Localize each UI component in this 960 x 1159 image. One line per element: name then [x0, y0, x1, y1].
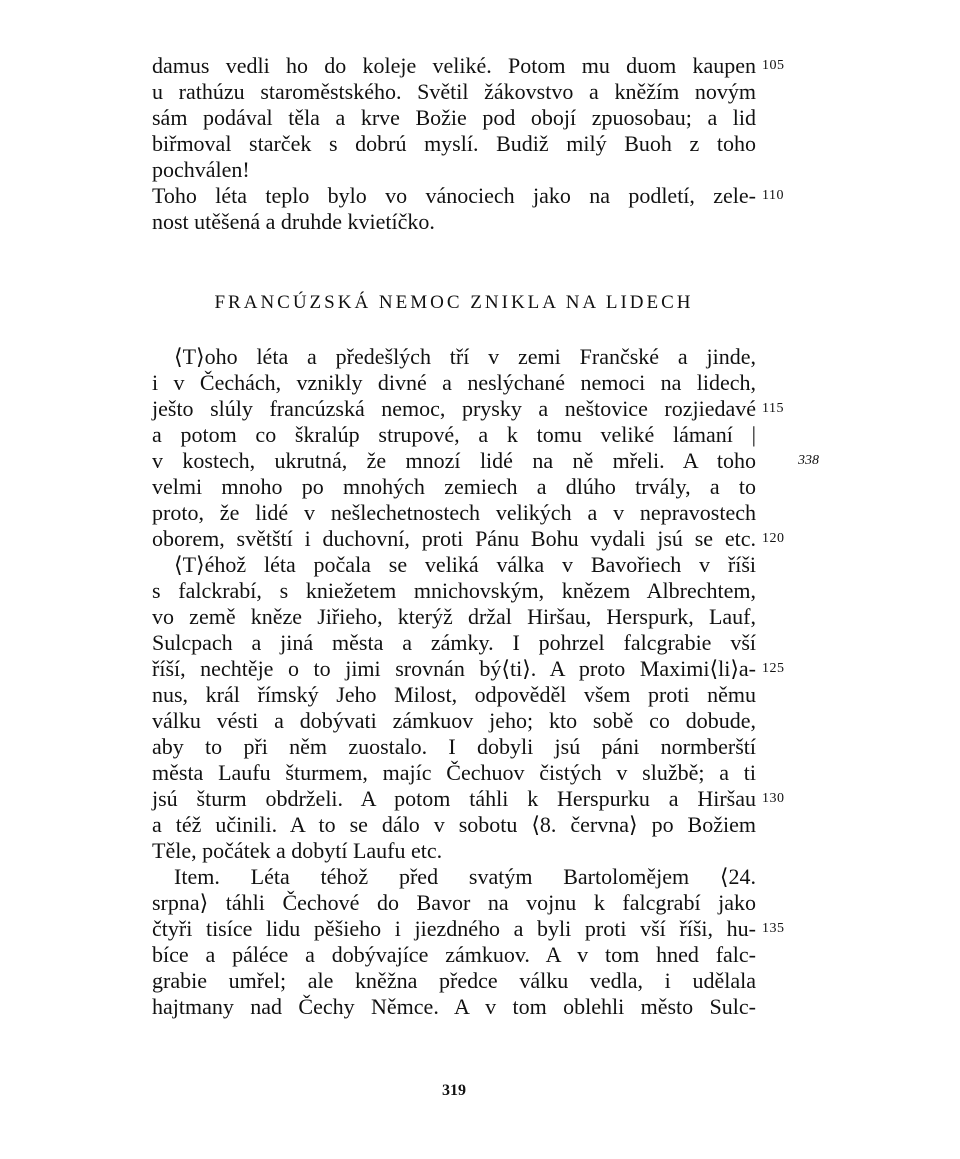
text-line	[152, 53, 785, 79]
text-line-content: sám podával těla a krve Božie pod obojí zpuosobau; a lid	[152, 105, 756, 130]
text-line	[152, 422, 756, 448]
text-line-content: čtyři tisíce lidu pěšieho i jiezdného a byli proti vší říši, hu-	[152, 916, 756, 941]
text-line	[152, 474, 756, 500]
text-line	[152, 812, 756, 838]
line-number: 120	[762, 531, 785, 546]
text-line	[152, 448, 819, 474]
text-line-content: a potom co škralúp strupové, a k tomu veliké lámaní |	[152, 422, 756, 447]
margin-page-reference: 338	[798, 453, 819, 468]
text-line-content: Toho léta teplo bylo vo vánociech jako na podletí, zele-	[152, 183, 756, 208]
text-line	[152, 734, 756, 760]
text-line-content: vo země kněze Jiřieho, kterýž držal Hiršau, Herspurk, Lauf,	[152, 604, 756, 629]
text-line	[152, 131, 756, 157]
text-line	[152, 105, 756, 131]
section-heading: FRANCÚZSKÁ NEMOC ZNIKLA NA LIDECH	[214, 292, 694, 313]
text-line-content: ješto slúly francúzská nemoc, prysky a neštovice rozjiedavé	[152, 396, 756, 421]
text-line-content: nost utěšená a druhde kvietíčko.	[152, 209, 435, 234]
text-line-content: Item. Léta téhož před svatým Bartolomějem ⟨24.	[174, 864, 756, 889]
page-number: 319	[442, 1082, 466, 1099]
text-line-content: bíce a páléce a dobývajíce zámkuov. A v tom hned falc-	[152, 942, 756, 967]
line-number: 135	[762, 921, 785, 936]
text-line-content: velmi mnoho po mnohých zemiech a dlúho trvály, a to	[152, 474, 756, 499]
text-line-content: pochválen!	[152, 157, 250, 182]
text-line	[152, 890, 756, 916]
text-line-content: damus vedli ho do koleje veliké. Potom mu duom kaupen	[152, 53, 756, 78]
text-line	[152, 183, 784, 209]
text-line-content: grabie umřel; ale kněžna předce válku vedla, i udělala	[152, 968, 756, 993]
text-line	[152, 656, 785, 682]
line-number: 125	[762, 661, 785, 676]
line-number: 110	[762, 188, 784, 203]
text-line-content: ⟨T⟩oho léta a předešlých tří v zemi Frančské a jinde,	[174, 344, 756, 369]
text-line-content: aby to při něm zuostalo. I dobyli jsú páni normberští	[152, 734, 756, 759]
text-line	[152, 552, 756, 578]
text-line-content: v kostech, ukrutná, že mnozí lidé na ně mřeli. A toho	[152, 448, 756, 473]
top-text-block	[152, 53, 785, 235]
text-line	[152, 760, 756, 786]
text-line	[152, 786, 785, 812]
text-line-content: nus, král římský Jeho Milost, odpověděl všem proti němu	[152, 682, 756, 707]
text-line-content: biřmoval starček s dobrú myslí. Budiž milý Buoh z toho	[152, 131, 756, 156]
text-line	[152, 79, 756, 105]
text-line-content: proto, že lidé v nešlechetnostech velikých a v nepravostech	[152, 500, 756, 525]
text-line	[152, 942, 756, 968]
text-line-content: u rathúzu staroměstského. Světil žákovstvo a kněžím novým	[152, 79, 756, 104]
text-line	[152, 209, 756, 235]
text-line-content: Těle, počátek a dobytí Laufu etc.	[152, 838, 443, 863]
text-line	[152, 708, 756, 734]
text-line-content: hajtmany nad Čechy Němce. A v tom oblehli město Sulc-	[152, 994, 756, 1019]
text-line-content: s falckrabí, s kniežetem mnichovským, knězem Albrechtem,	[152, 578, 756, 603]
line-number: 105	[762, 58, 785, 73]
text-line	[152, 396, 784, 422]
text-line-content: ⟨T⟩éhož léta počala se veliká válka v Bavořiech v říši	[174, 552, 756, 577]
line-number: 115	[762, 401, 784, 416]
text-line	[152, 344, 756, 370]
text-line	[152, 578, 756, 604]
text-line-content: srpna⟩ táhli Čechové do Bavor na vojnu k falcgrabí jako	[152, 890, 756, 915]
text-line-content: a též učinili. A to se dálo v sobotu ⟨8. června⟩ po Božiem	[152, 812, 756, 837]
line-number: 130	[762, 791, 785, 806]
text-line	[152, 526, 785, 552]
text-line	[152, 500, 756, 526]
text-line-content: Sulcpach a jiná města a zámky. I pohrzel falcgrabie vší	[152, 630, 756, 655]
text-line-content: říší, nechtěje o to jimi srovnán bý⟨ti⟩. A proto Maximi⟨li⟩a-	[152, 656, 756, 681]
text-line-content: jsú šturm obdrželi. A potom táhli k Herspurku a Hiršau	[152, 786, 756, 811]
text-line	[152, 157, 756, 183]
text-line	[152, 682, 756, 708]
text-line	[152, 630, 756, 656]
text-line-content: válku vésti a dobývati zámkuov jeho; kto sobě co dobude,	[152, 708, 756, 733]
text-line	[152, 916, 785, 942]
text-line	[152, 968, 756, 994]
text-line-content: i v Čechách, vznikly divné a neslýchané nemoci na lidech,	[152, 370, 756, 395]
text-line	[152, 994, 756, 1020]
text-line	[152, 604, 756, 630]
text-line	[152, 370, 756, 396]
text-line-content: města Laufu šturmem, majíc Čechuov čistých v službě; a ti	[152, 760, 756, 785]
text-line	[152, 838, 756, 864]
text-line	[152, 864, 756, 890]
main-text-block	[152, 344, 819, 1020]
text-line-content: oborem, světští i duchovní, proti Pánu Bohu vydali jsú se etc.	[152, 526, 756, 551]
